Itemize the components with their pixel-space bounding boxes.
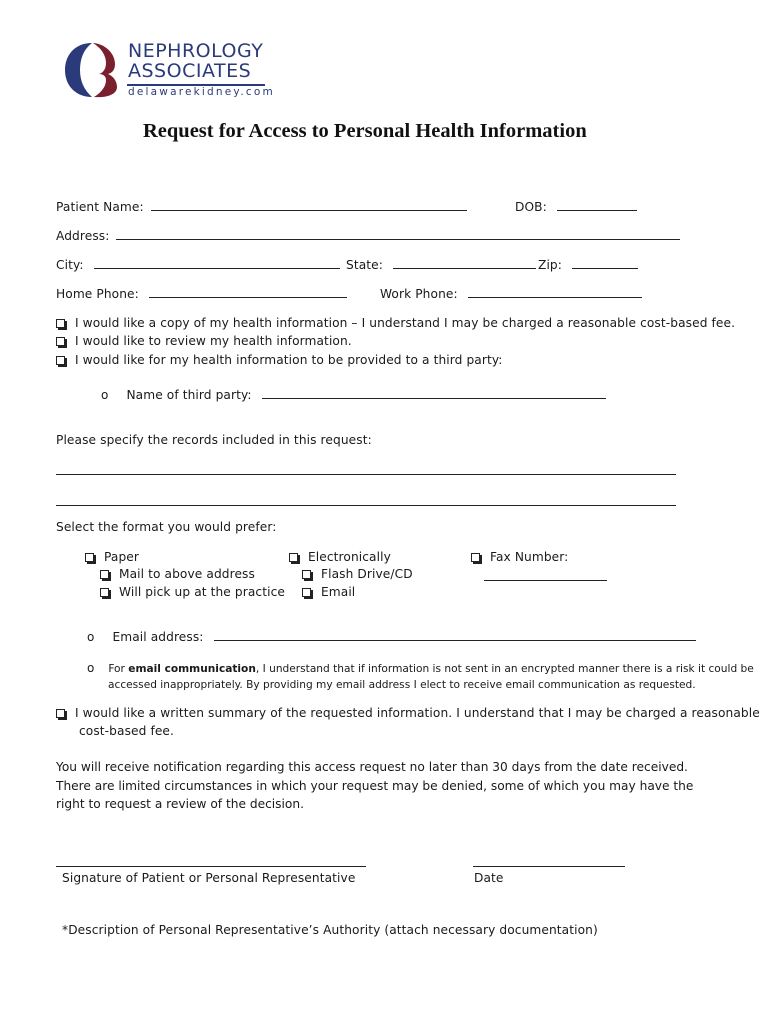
city-row bbox=[56, 258, 340, 272]
dob-field[interactable] bbox=[557, 200, 637, 211]
work-phone-field[interactable] bbox=[468, 287, 642, 298]
home-phone-field[interactable] bbox=[149, 287, 347, 298]
email-notice-bold: email communication bbox=[128, 663, 256, 675]
option-review bbox=[56, 334, 352, 348]
checkbox-fax[interactable] bbox=[471, 553, 480, 562]
email-notice-prefix: For bbox=[108, 663, 129, 675]
address-field[interactable] bbox=[116, 229, 680, 240]
option-summary-line2: cost-based fee. bbox=[79, 724, 175, 738]
third-party-name-field[interactable] bbox=[262, 388, 606, 399]
third-party-name-row bbox=[101, 388, 606, 402]
work-phone-row bbox=[380, 287, 642, 301]
logo-divider bbox=[127, 84, 265, 86]
checkbox-summary[interactable] bbox=[56, 709, 65, 718]
state-label: State: bbox=[346, 258, 383, 272]
state-field[interactable] bbox=[393, 258, 536, 269]
logo-mark-icon bbox=[62, 40, 120, 100]
fax-number-field[interactable] bbox=[484, 580, 607, 581]
checkbox-review[interactable] bbox=[56, 337, 65, 346]
option-review-label: I would like to review my health information. bbox=[74, 334, 352, 348]
address-label: Address: bbox=[56, 229, 110, 243]
option-summary bbox=[56, 706, 760, 720]
checkbox-mail[interactable] bbox=[100, 570, 109, 579]
zip-label: Zip: bbox=[538, 258, 562, 272]
format-flash-label: Flash Drive/CD bbox=[320, 567, 413, 581]
format-fax-label: Fax Number: bbox=[489, 550, 569, 564]
address-row bbox=[56, 229, 680, 243]
checkbox-pickup[interactable] bbox=[100, 588, 109, 597]
format-prompt: Select the format you would prefer: bbox=[56, 520, 277, 534]
format-electronic-label: Electronically bbox=[307, 550, 391, 564]
home-phone-label: Home Phone: bbox=[56, 287, 139, 301]
dob-label: DOB: bbox=[515, 200, 547, 214]
bullet-icon: o bbox=[101, 388, 109, 402]
format-email bbox=[302, 585, 355, 599]
email-notice-rest: , I understand that if information is not sent in an encrypted manner there is a risk it could be bbox=[255, 663, 754, 675]
logo bbox=[62, 40, 275, 102]
signature-line[interactable] bbox=[56, 866, 366, 867]
checkbox-third-party[interactable] bbox=[56, 356, 65, 365]
format-paper bbox=[85, 550, 139, 564]
option-copy bbox=[56, 316, 735, 330]
patient-name-row bbox=[56, 200, 467, 214]
format-flash bbox=[302, 567, 413, 581]
logo-url: delawarekidney.com bbox=[128, 86, 275, 98]
email-notice-line1 bbox=[87, 661, 754, 675]
format-electronic bbox=[289, 550, 391, 564]
option-copy-label: I would like a copy of my health information – I understand I may be charged a reasonable cost-based fee. bbox=[74, 316, 736, 330]
home-phone-row bbox=[56, 287, 347, 301]
dob-row bbox=[515, 200, 637, 214]
email-address-field[interactable] bbox=[214, 630, 696, 641]
format-pickup-label: Will pick up at the practice bbox=[118, 585, 285, 599]
checkbox-copy[interactable] bbox=[56, 319, 65, 328]
patient-name-field[interactable] bbox=[151, 200, 467, 211]
checkbox-email[interactable] bbox=[302, 588, 311, 597]
option-summary-label: I would like a written summary of the requested information. I understand that I may be charged a reasonable bbox=[74, 706, 760, 720]
records-prompt: Please specify the records included in this request: bbox=[56, 433, 372, 447]
notification-paragraph: You will receive notification regarding this access request no later than 30 days from the date received. There are limited circumstances in which your request may be denied, some of which you may have the right to request a review of the decision. bbox=[56, 760, 694, 811]
logo-line2: ASSOCIATES bbox=[128, 60, 252, 82]
city-field[interactable] bbox=[94, 258, 340, 269]
records-line-1[interactable] bbox=[56, 474, 676, 475]
patient-name-label: Patient Name: bbox=[56, 200, 144, 214]
work-phone-label: Work Phone: bbox=[380, 287, 458, 301]
bullet-icon: o bbox=[87, 661, 95, 675]
checkbox-electronic[interactable] bbox=[289, 553, 298, 562]
city-label: City: bbox=[56, 258, 84, 272]
option-third-party-label: I would like for my health information to be provided to a third party: bbox=[74, 353, 503, 367]
format-paper-label: Paper bbox=[103, 550, 139, 564]
format-fax bbox=[471, 550, 568, 564]
email-address-row bbox=[87, 630, 696, 644]
option-third-party bbox=[56, 353, 503, 367]
date-label: Date bbox=[474, 871, 504, 885]
checkbox-paper[interactable] bbox=[85, 553, 94, 562]
email-notice-line2: accessed inappropriately. By providing my email address I elect to receive email communication as requested. bbox=[108, 679, 696, 691]
signature-label: Signature of Patient or Personal Representative bbox=[62, 871, 356, 885]
footnote: *Description of Personal Representative’s Authority (attach necessary documentation) bbox=[62, 923, 598, 937]
checkbox-flash[interactable] bbox=[302, 570, 311, 579]
bullet-icon: o bbox=[87, 630, 95, 644]
email-address-label: Email address: bbox=[112, 630, 204, 644]
format-mail-label: Mail to above address bbox=[118, 567, 255, 581]
format-mail bbox=[100, 567, 255, 581]
third-party-name-label: Name of third party: bbox=[126, 388, 252, 402]
zip-row bbox=[538, 258, 638, 272]
records-line-2[interactable] bbox=[56, 505, 676, 506]
format-email-label: Email bbox=[320, 585, 356, 599]
state-row bbox=[346, 258, 536, 272]
date-line[interactable] bbox=[473, 866, 625, 867]
logo-line1: NEPHROLOGY bbox=[128, 40, 264, 62]
format-pickup bbox=[100, 585, 285, 599]
page-title: Request for Access to Personal Health Information bbox=[143, 120, 587, 142]
zip-field[interactable] bbox=[572, 258, 638, 269]
